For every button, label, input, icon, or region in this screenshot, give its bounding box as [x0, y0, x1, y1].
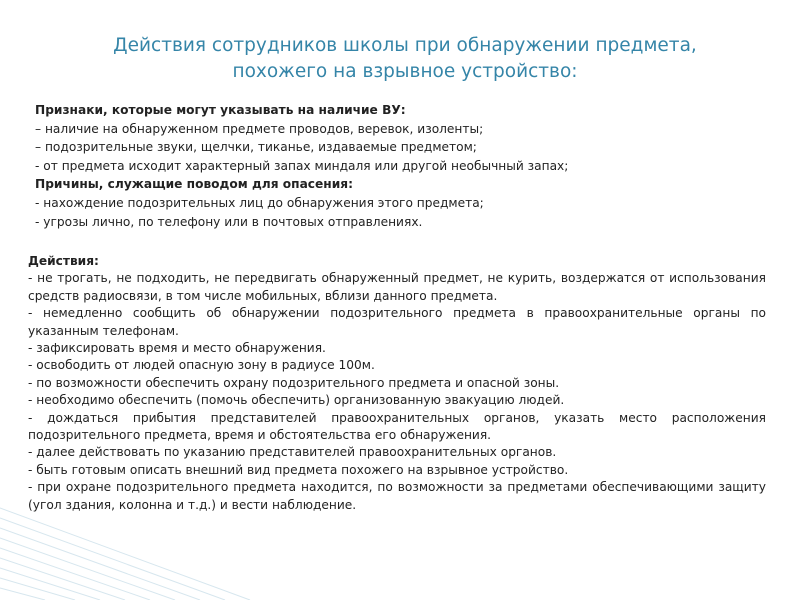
- actions-item: - зафиксировать время и место обнаружения.: [28, 341, 326, 356]
- signs-heading: Признаки, которые могут указывать на наличие ВУ:: [35, 103, 406, 117]
- reasons-item: - нахождение подозрительных лиц до обнаружения этого предмета;: [35, 195, 484, 210]
- actions-item: - не трогать, не подходить, не передвигать обнаруженный предмет, не курить, воздержатся от использования средств радиосвязи, в том числе мобильных, вблизи данного предмета.: [28, 271, 766, 303]
- actions-item: - освободить от людей опасную зону в радиусе 100м.: [28, 358, 375, 373]
- actions-heading: Действия:: [28, 254, 99, 268]
- actions-item: - далее действовать по указанию представителей правоохранительных органов.: [28, 445, 557, 460]
- signs-item: – наличие на обнаруженном предмете проводов, веревок, изоленты;: [35, 121, 484, 136]
- page-title: [70, 33, 740, 85]
- title-line-2: похожего на взрывное устройство:: [232, 61, 578, 82]
- actions-item: - немедленно сообщить об обнаружении подозрительного предмета в правоохранительные органы по указанным телефонам.: [28, 306, 766, 338]
- actions-section: [28, 253, 766, 514]
- signs-item: – подозрительные звуки, щелчки, тиканье, издаваемые предметом;: [35, 140, 477, 155]
- signs-section: [35, 101, 715, 231]
- reasons-heading: Причины, служащие поводом для опасения:: [35, 177, 353, 192]
- signs-item: - от предмета исходит характерный запах миндаля или другой необычный запах;: [35, 158, 569, 173]
- actions-item: - по возможности обеспечить охрану подозрительного предмета и опасной зоны.: [28, 375, 560, 390]
- reasons-item: - угрозы лично, по телефону или в почтовых отправлениях.: [35, 214, 423, 229]
- actions-item: - при охране подозрительного предмета находится, по возможности за предметами обеспечивающими защиту (угол здания, колонна и т.д.) и вести наблюдение.: [28, 480, 766, 512]
- title-line-1: Действия сотрудников школы при обнаружении предмета,: [113, 35, 697, 56]
- actions-item: - быть готовым описать внешний вид предмета похожего на взрывное устройство.: [28, 462, 569, 477]
- actions-item: - необходимо обеспечить (помочь обеспечить) организованную эвакуацию людей.: [28, 393, 565, 408]
- actions-item: - дождаться прибытия представителей правоохранительных органов, указать место расположения подозрительного предмета, время и обстоятельства его обнаружения.: [28, 410, 766, 443]
